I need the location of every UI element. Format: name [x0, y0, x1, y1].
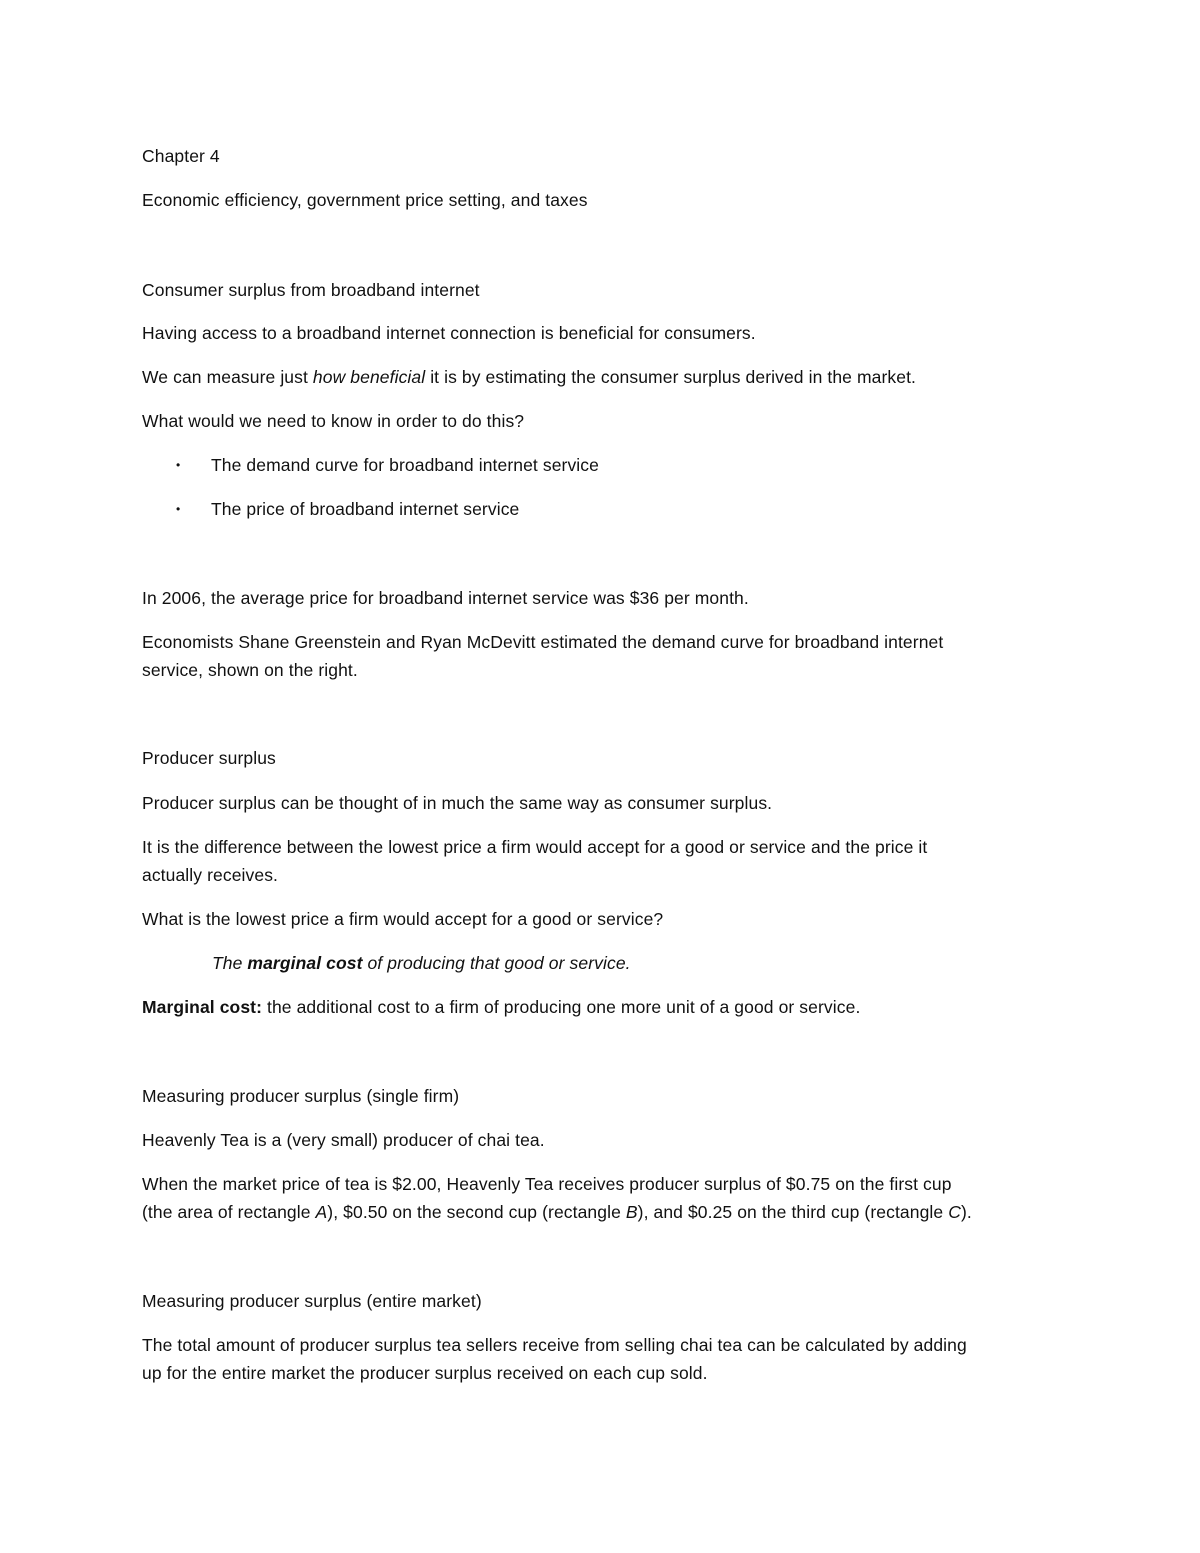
- definition-text: the additional cost to a firm of producing one more unit of a good or service.: [262, 997, 861, 1017]
- list-item: The demand curve for broadband internet service: [211, 455, 599, 475]
- list-item: The price of broadband internet service: [211, 499, 520, 519]
- text-run: ), and $0.25 on the third cup (rectangle: [637, 1202, 949, 1222]
- paragraph-line: up for the entire market the producer surplus received on each cup sold.: [142, 1363, 708, 1383]
- text-run: We can measure just: [142, 367, 313, 387]
- text-run: ), $0.50 on the second cup (rectangle: [327, 1202, 626, 1222]
- text-run: it is by estimating the consumer surplus derived in the market.: [425, 367, 917, 387]
- section-heading-consumer-surplus: Consumer surplus from broadband internet: [142, 280, 480, 300]
- paragraph-line: It is the difference between the lowest price a firm would accept for a good or service and the price it: [142, 837, 928, 857]
- italic-text: A: [315, 1202, 328, 1222]
- paragraph-line: When the market price of tea is $2.00, Heavenly Tea receives producer surplus of $0.75 on the first cup: [142, 1174, 952, 1194]
- paragraph: [142, 363, 916, 391]
- chapter-title: Economic efficiency, government price setting, and taxes: [142, 190, 588, 210]
- bullet-icon: •: [176, 458, 181, 472]
- definition: [142, 993, 860, 1021]
- paragraph-line: The total amount of producer surplus tea sellers receive from selling chai tea can be calculated by adding: [142, 1335, 967, 1355]
- paragraph: Producer surplus can be thought of in much the same way as consumer surplus.: [142, 793, 773, 813]
- text-run: The: [212, 953, 248, 973]
- bullet-icon: •: [176, 502, 181, 516]
- paragraph-line: Economists Shane Greenstein and Ryan McDevitt estimated the demand curve for broadband internet: [142, 632, 944, 652]
- paragraph-line: service, shown on the right.: [142, 660, 358, 680]
- italic-text: how beneficial: [312, 367, 426, 387]
- paragraph: What is the lowest price a firm would accept for a good or service?: [142, 909, 664, 929]
- section-heading-entire-market: Measuring producer surplus (entire market): [142, 1291, 482, 1311]
- section-heading-single-firm: Measuring producer surplus (single firm): [142, 1086, 460, 1106]
- text-run: (the area of rectangle: [142, 1202, 316, 1222]
- text-run: ).: [960, 1202, 972, 1222]
- paragraph: Heavenly Tea is a (very small) producer of chai tea.: [142, 1130, 545, 1150]
- bold-term: marginal cost: [247, 953, 363, 973]
- text-run: of producing that good or service.: [362, 953, 631, 973]
- chapter-label: Chapter 4: [142, 146, 220, 166]
- answer-line: [212, 949, 631, 977]
- paragraph: In 2006, the average price for broadband internet service was $36 per month.: [142, 588, 749, 608]
- definition-term: Marginal cost:: [142, 997, 263, 1017]
- paragraph-line: [142, 1198, 972, 1226]
- paragraph: What would we need to know in order to do this?: [142, 411, 525, 431]
- section-heading-producer-surplus: Producer surplus: [142, 748, 276, 768]
- italic-text: B: [625, 1202, 638, 1222]
- paragraph-line: actually receives.: [142, 865, 279, 885]
- paragraph: Having access to a broadband internet connection is beneficial for consumers.: [142, 323, 756, 343]
- italic-text: C: [948, 1202, 961, 1222]
